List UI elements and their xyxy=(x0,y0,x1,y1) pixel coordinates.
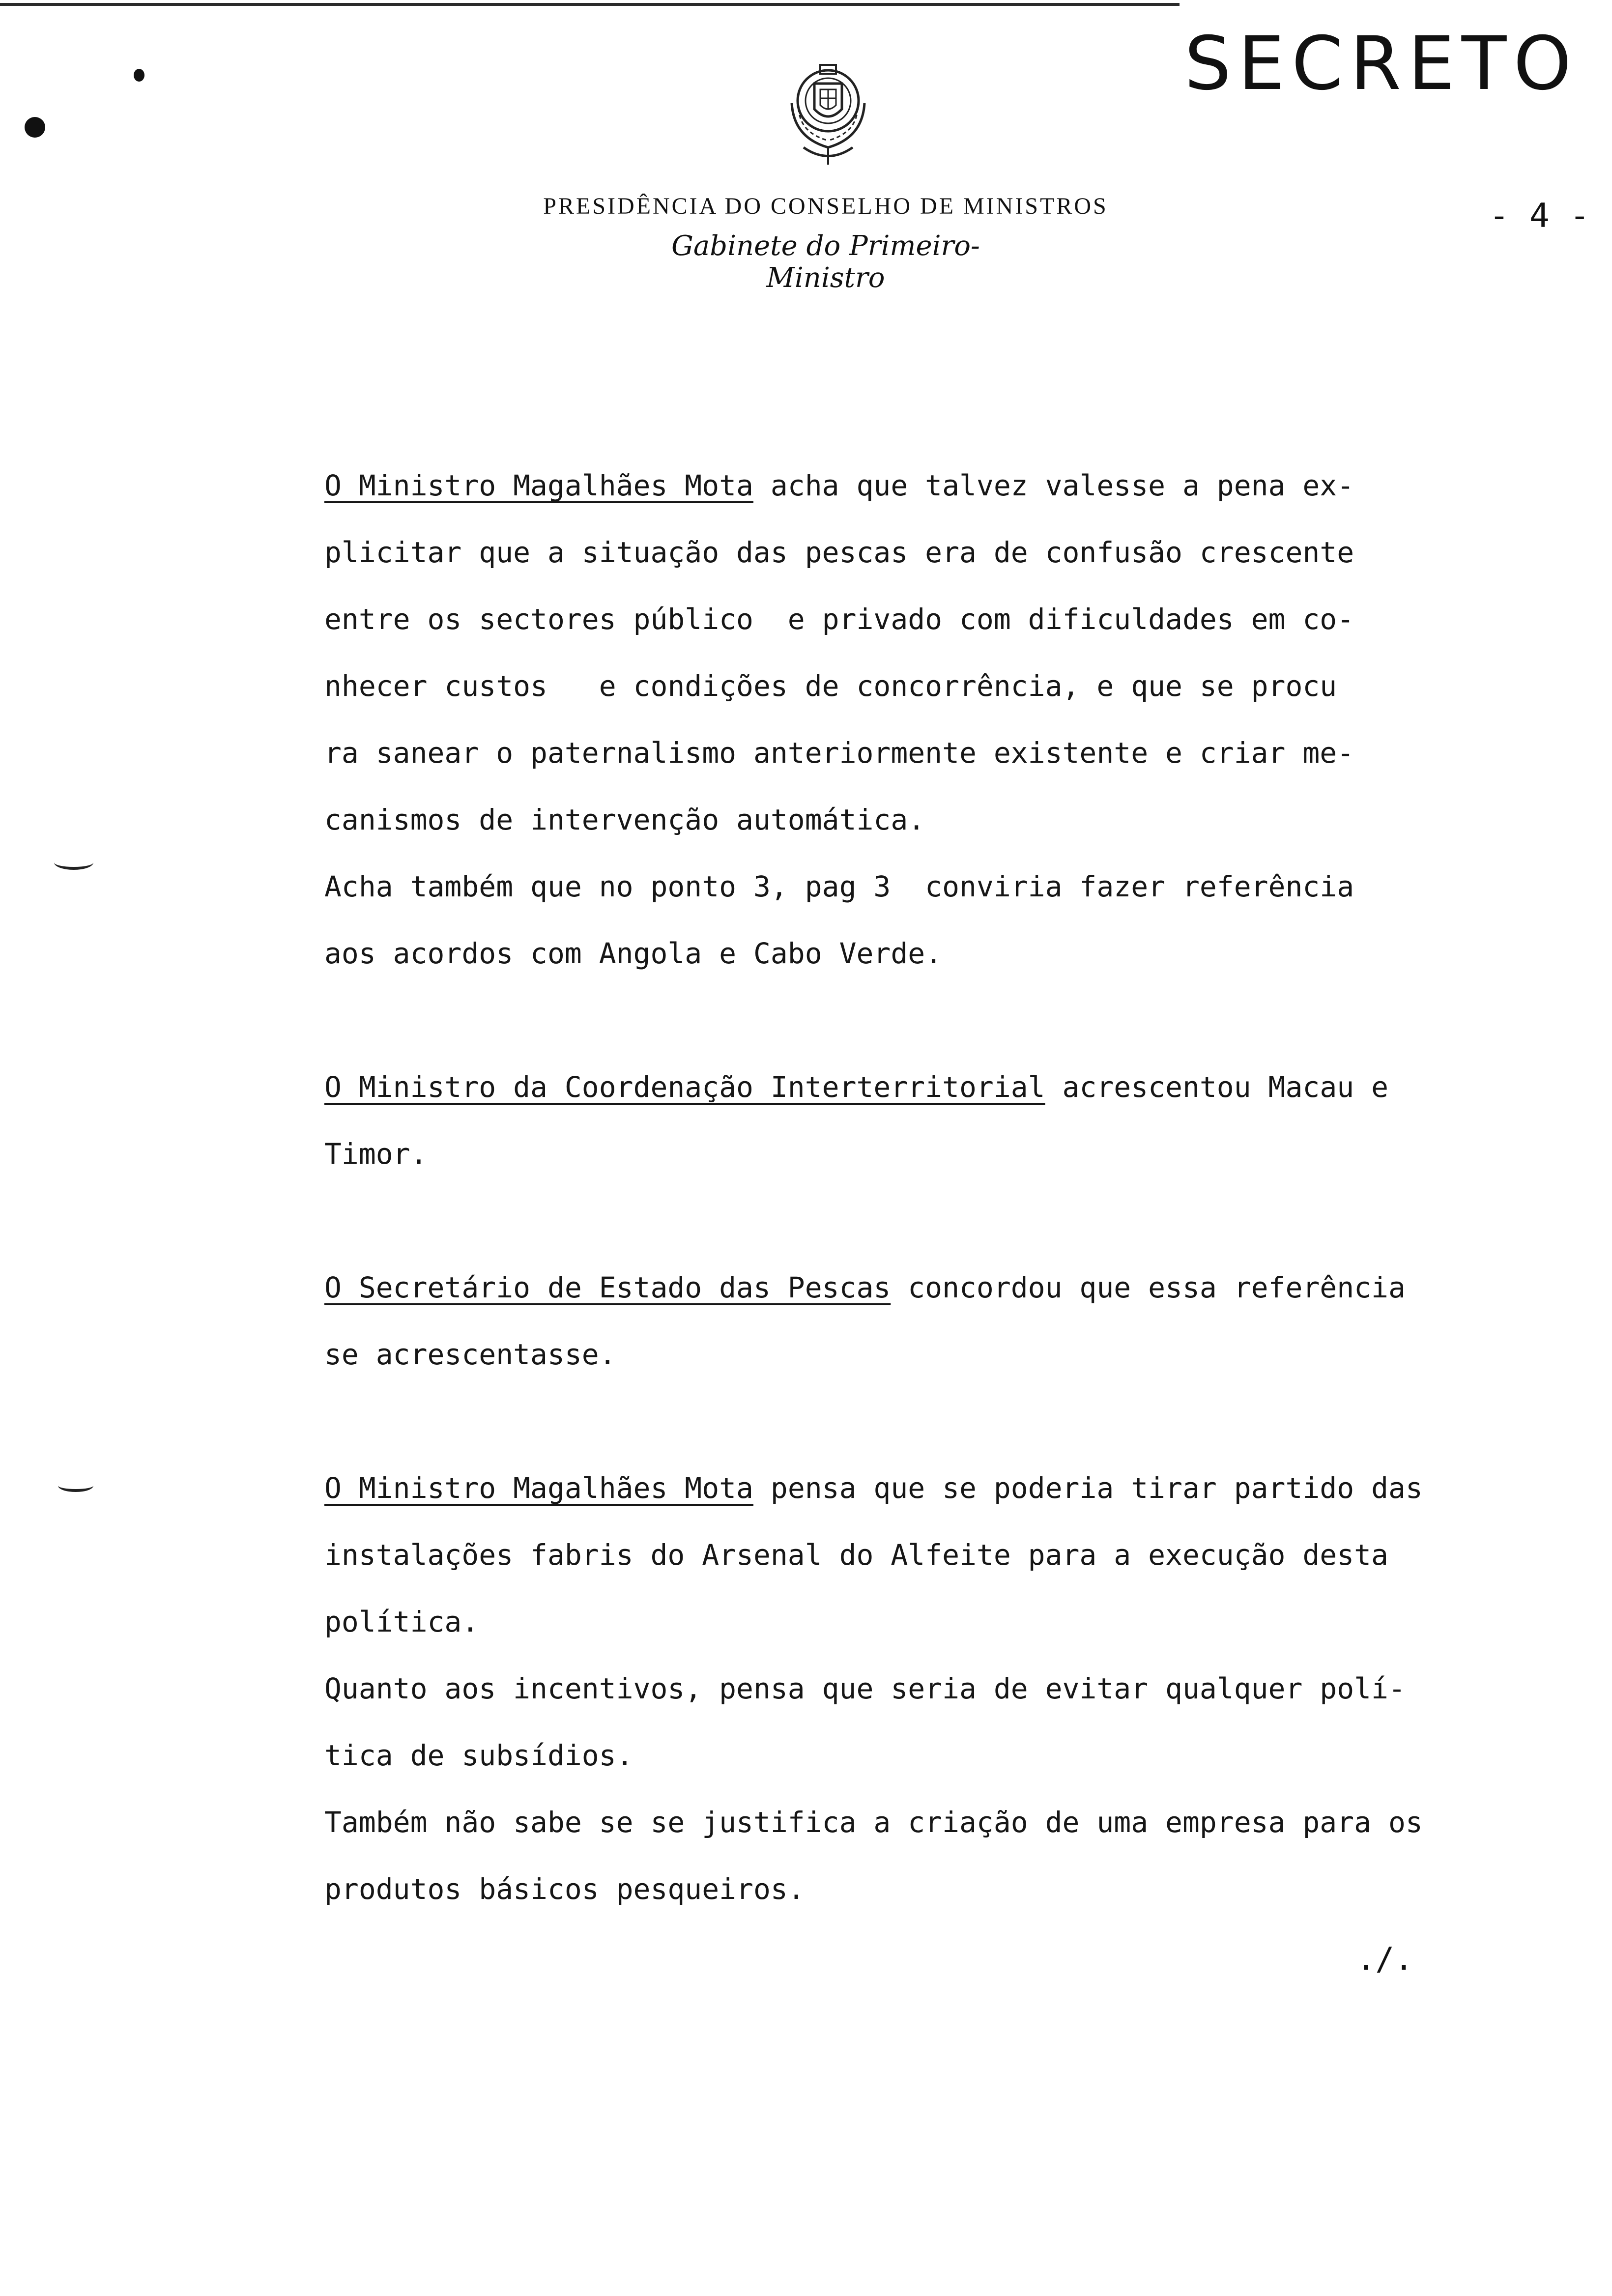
margin-mark xyxy=(58,1479,93,1492)
text-line: produtos básicos pesqueiros. xyxy=(324,1872,805,1906)
punch-hole xyxy=(25,117,45,138)
margin-mark xyxy=(54,855,93,870)
classification-stamp: SECRETO xyxy=(1184,21,1579,107)
text-line: Quanto aos incentivos, pensa que seria de evitar qualquer polí- xyxy=(324,1672,1406,1705)
punch-hole xyxy=(134,69,144,82)
page-number: - 4 - xyxy=(1489,197,1590,235)
text-line: tica de subsídios. xyxy=(324,1739,633,1772)
line-text: pensa que se poderia tirar partido das xyxy=(753,1471,1423,1505)
text-line xyxy=(324,452,1504,519)
text-line: entre os sectores público e privado com dificuldades em co- xyxy=(324,603,1354,636)
minutes-paragraph xyxy=(324,1254,1504,1388)
text-line: ra sanear o paternalismo anteriormente existente e criar me- xyxy=(324,736,1354,770)
text-line: canismos de intervenção automática. xyxy=(324,803,925,836)
text-line xyxy=(324,1455,1504,1521)
office-subheader: Gabinete do Primeiro-Ministro xyxy=(671,230,980,294)
line-text: acha que talvez valesse a pena ex- xyxy=(753,469,1354,502)
continuation-mark: ./. xyxy=(1356,1941,1413,1978)
minutes-paragraph xyxy=(324,1054,1504,1187)
minutes-body xyxy=(324,452,1504,1923)
coat-of-arms-icon xyxy=(769,54,887,172)
minutes-paragraph xyxy=(324,452,1504,987)
minutes-paragraph xyxy=(324,1455,1504,1923)
text-line xyxy=(324,1054,1504,1120)
text-line: instalações fabris do Arsenal do Alfeite para a execução desta xyxy=(324,1538,1388,1572)
line-text: acrescentou Macau e xyxy=(1045,1070,1388,1104)
speaker-name: O Ministro da Coordenação Interterritorial xyxy=(324,1070,1045,1104)
text-line: aos acordos com Angola e Cabo Verde. xyxy=(324,937,943,970)
top-rule xyxy=(0,3,1180,6)
text-line xyxy=(324,1254,1504,1321)
line-text: concordou que essa referência xyxy=(891,1271,1406,1304)
speaker-name: O Ministro Magalhães Mota xyxy=(324,469,753,502)
text-line: Acha também que no ponto 3, pag 3 conviria fazer referência xyxy=(324,870,1354,903)
office-header: PRESIDÊNCIA DO CONSELHO DE MINISTROS xyxy=(543,193,1108,219)
text-line: Também não sabe se se justifica a criação de uma empresa para os xyxy=(324,1806,1423,1839)
text-line: nhecer custos e condições de concorrência, e que se procu xyxy=(324,669,1337,703)
text-line: se acrescentasse. xyxy=(324,1338,616,1371)
speaker-name: O Ministro Magalhães Mota xyxy=(324,1471,753,1505)
text-line: Timor. xyxy=(324,1137,428,1171)
text-line: plicitar que a situação das pescas era de confusão crescente xyxy=(324,536,1354,569)
speaker-name: O Secretário de Estado das Pescas xyxy=(324,1271,891,1304)
text-line: política. xyxy=(324,1605,479,1638)
